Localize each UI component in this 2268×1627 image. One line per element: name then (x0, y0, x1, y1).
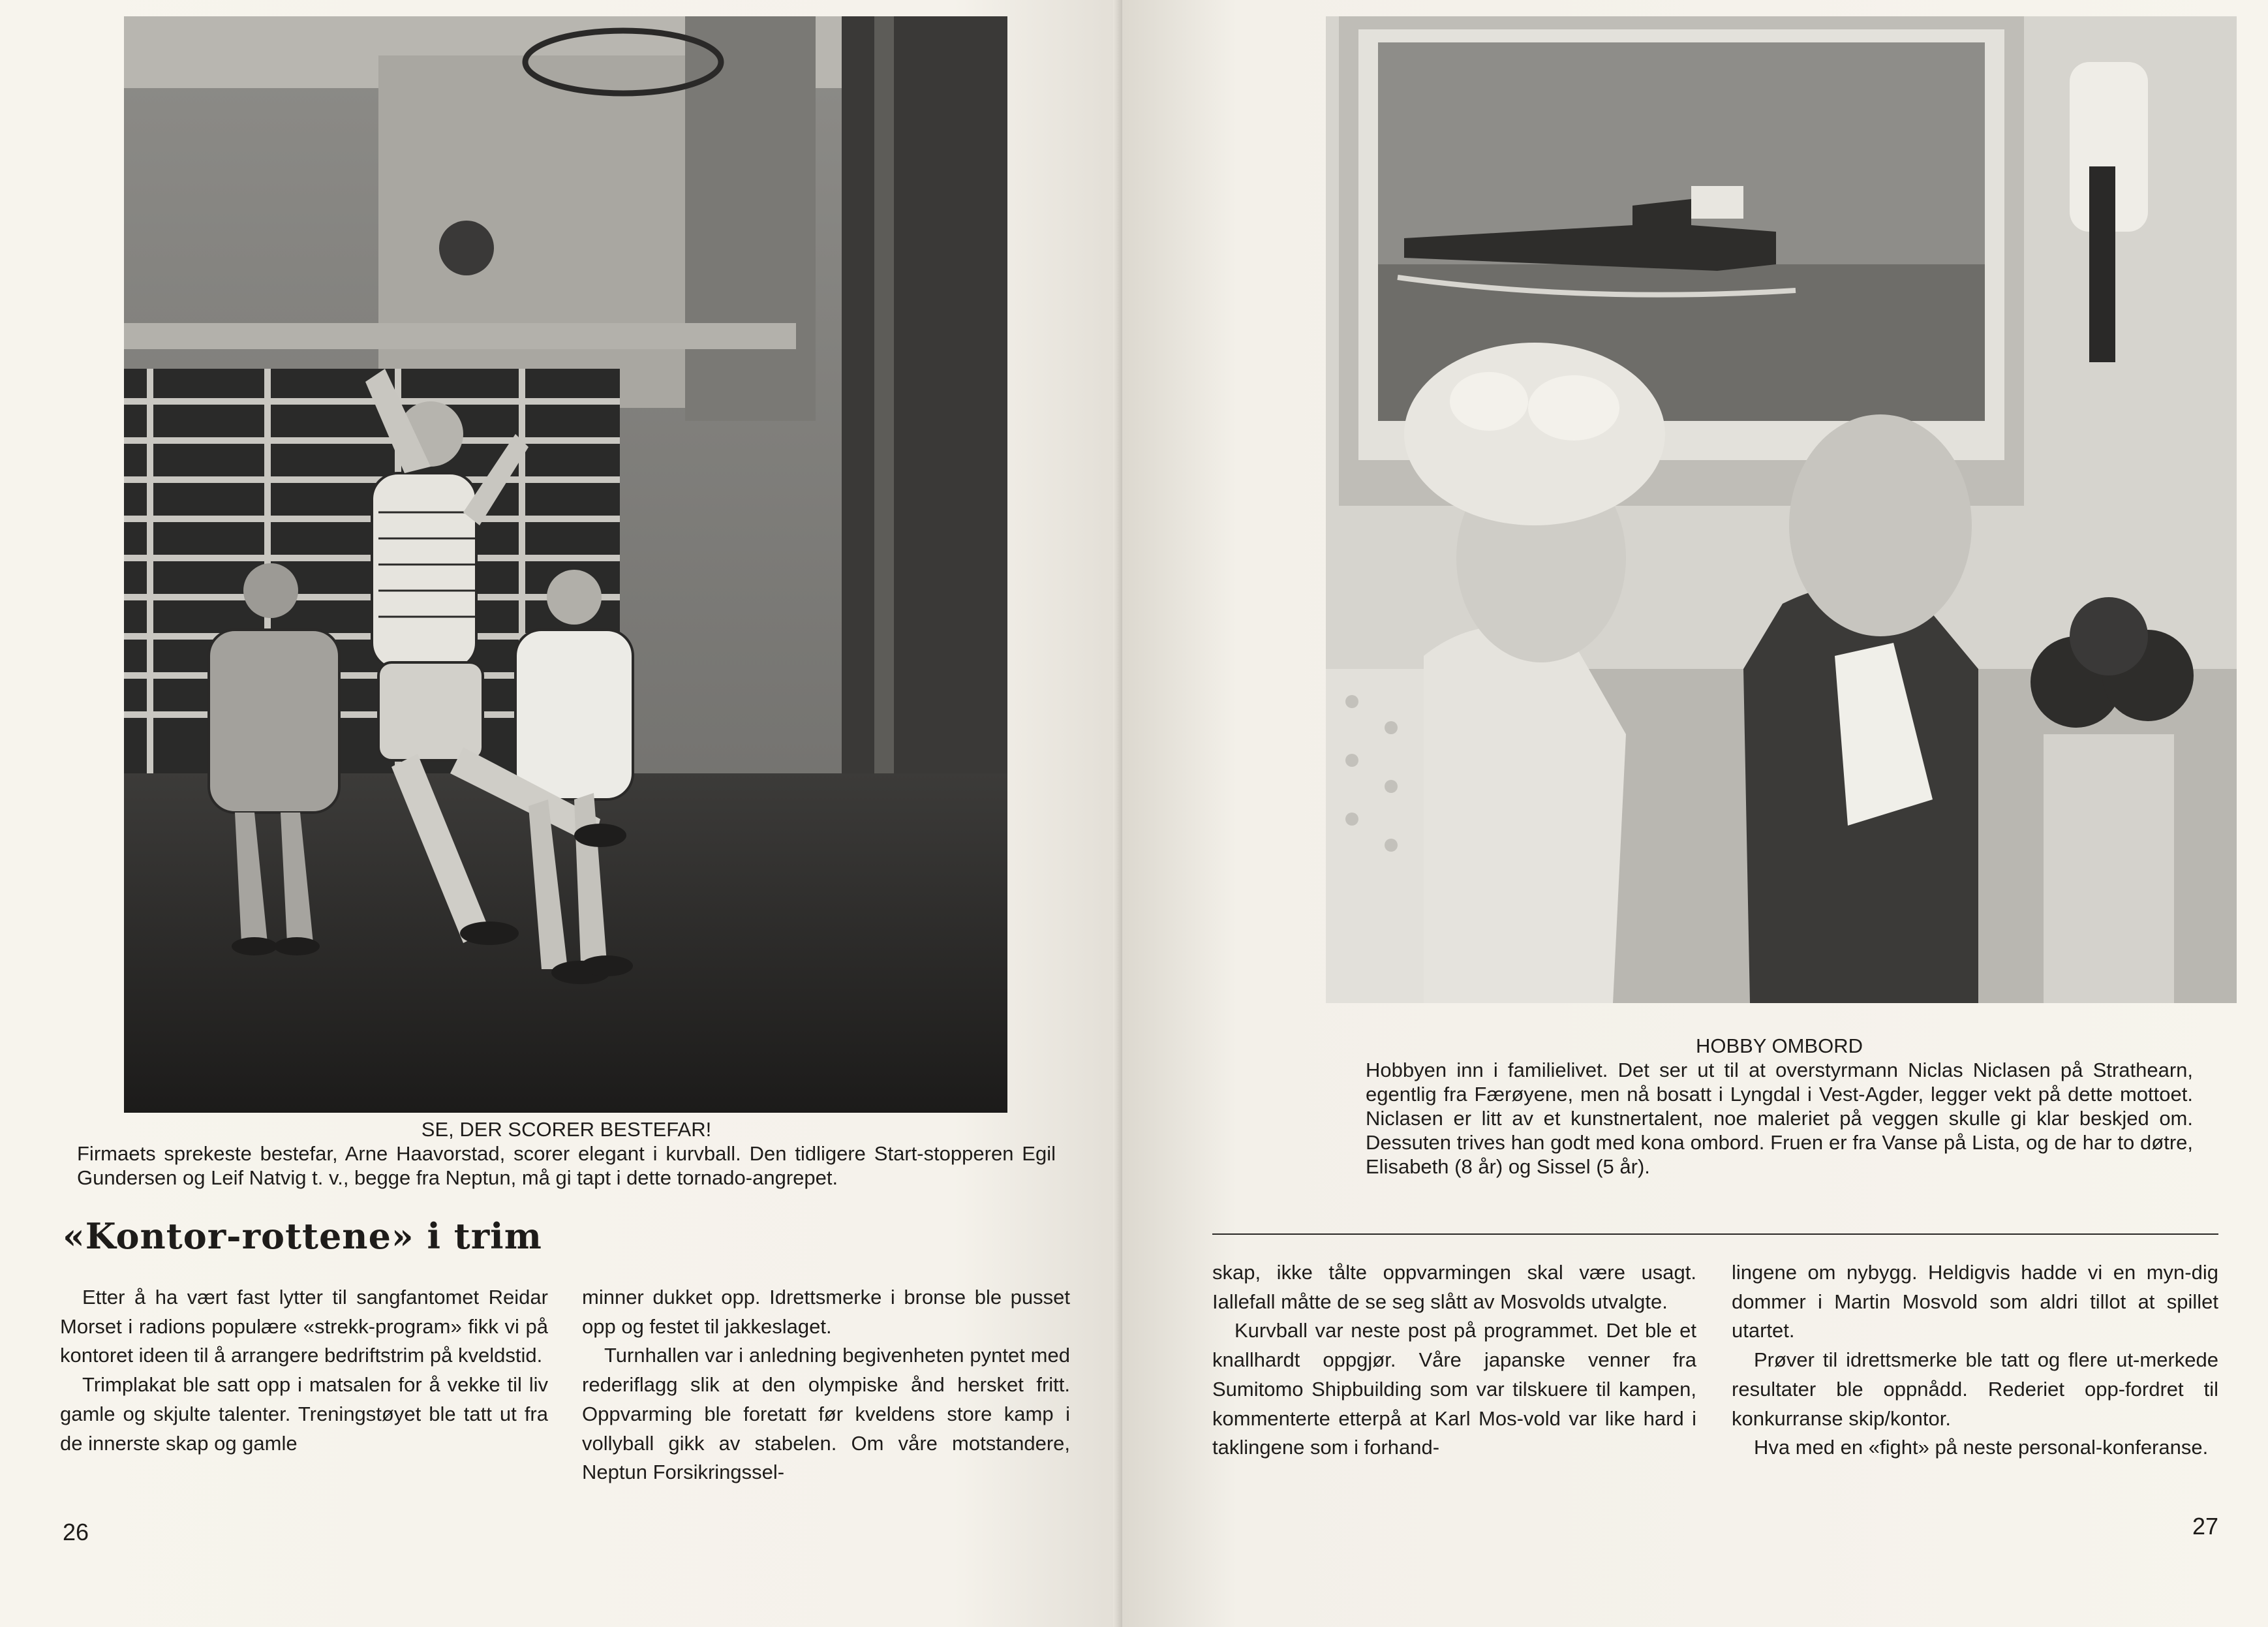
article-column-3 (1212, 1258, 1696, 1463)
gym-scene-icon (124, 16, 1007, 1113)
article-column-4 (1732, 1258, 2218, 1463)
column3-paragraph-2: Kurvball var neste post på programmet. Det ble et knallhardt oppgjør. Våre japanske venner fra Sumitomo Shipbuilding som var tilskuere til kampen, kommenterte etterpå at Karl Mos-vold var like hard i taklingene som i forhand- (1212, 1319, 1696, 1459)
page-number-left: 26 (63, 1519, 89, 1545)
column4-paragraph-1: lingene om nybygg. Heldigvis hadde vi en myn-dig dommer i Martin Mosvold som aldri tillot at spillet utartet. (1732, 1261, 2218, 1342)
column1-paragraph-1: Etter å ha vært fast lytter til sangfantomet Reidar Morset i radions populære «strekk-program» fikk vi på kontoret ideen til å arrangere bedriftstrim på kveldstid. (60, 1286, 548, 1367)
column2-paragraph-1: minner dukket opp. Idrettsmerke i bronse ble pusset opp og festet til jakkeslaget. (582, 1286, 1070, 1338)
couple-portrait-photo (1326, 16, 2237, 1003)
photo-caption-right (1366, 1034, 2193, 1179)
right-page (1122, 0, 2268, 1627)
caption-text-right: Hobbyen inn i familielivet. Det ser ut til at overstyrmann Niclas Niclasen på Strathearn, egentlig fra Færøyene, men nå bosatt i Lyngdal i Vest-Agder, legger vekt på dette mottoet. Niclasen er litt av et kunstnertalent, noe maleriet på veggen skulle gi klar beskjed om. Dessuten trives han godt med kona ombord. Fruen er fra Vanse på Lista, og de har to døtre, Elisabeth (8 år) og Sissel (5 år). (1366, 1059, 2193, 1178)
column4-paragraph-2: Prøver til idrettsmerke ble tatt og flere ut-merkede resultater ble oppnådd. Rederiet opp-fordret til konkurranse skip/kontor. (1732, 1348, 2218, 1430)
section-divider (1212, 1233, 2218, 1235)
article-column-2 (582, 1283, 1070, 1487)
page-number-right: 27 (2192, 1513, 2219, 1540)
caption-title: SE, DER SCORER BESTEFAR! (421, 1118, 712, 1141)
left-page (0, 0, 1122, 1627)
column2-paragraph-2: Turnhallen var i anledning begivenheten pyntet med rederiflagg slik at den olympiske ånd hersket fritt. Oppvarming ble foretatt før kveldens store kamp i vollyball gikk av stabelen. Om våre motstandere, Neptun Forsikringssel- (582, 1344, 1070, 1484)
portrait-scene-icon (1326, 16, 2237, 1003)
caption-text: Firmaets sprekeste bestefar, Arne Haavorstad, scorer elegant i kurvball. Den tidligere Start-stopperen Egil Gundersen og Leif Natvig t. v., begge fra Neptun, må gi tapt i dette tornado-angrepet. (77, 1142, 1056, 1189)
caption-title-right: HOBBY OMBORD (1695, 1034, 1863, 1057)
column1-paragraph-2: Trimplakat ble satt opp i matsalen for å vekke til liv gamle og skjulte talenter. Treningstøyet ble tatt ut fra de innerste skap og gamle (60, 1373, 548, 1455)
article-headline: «Kontor-rottene» i trim (63, 1215, 542, 1257)
article-column-1 (60, 1283, 548, 1458)
column3-paragraph-1: skap, ikke tålte oppvarmingen skal være usagt. Iallefall måtte de se seg slått av Mosvolds utvalgte. (1212, 1261, 1696, 1313)
column4-paragraph-3: Hva med en «fight» på neste personal-konferanse. (1754, 1436, 2209, 1459)
photo-caption-left (77, 1117, 1056, 1190)
basketball-gym-photo (124, 16, 1007, 1113)
